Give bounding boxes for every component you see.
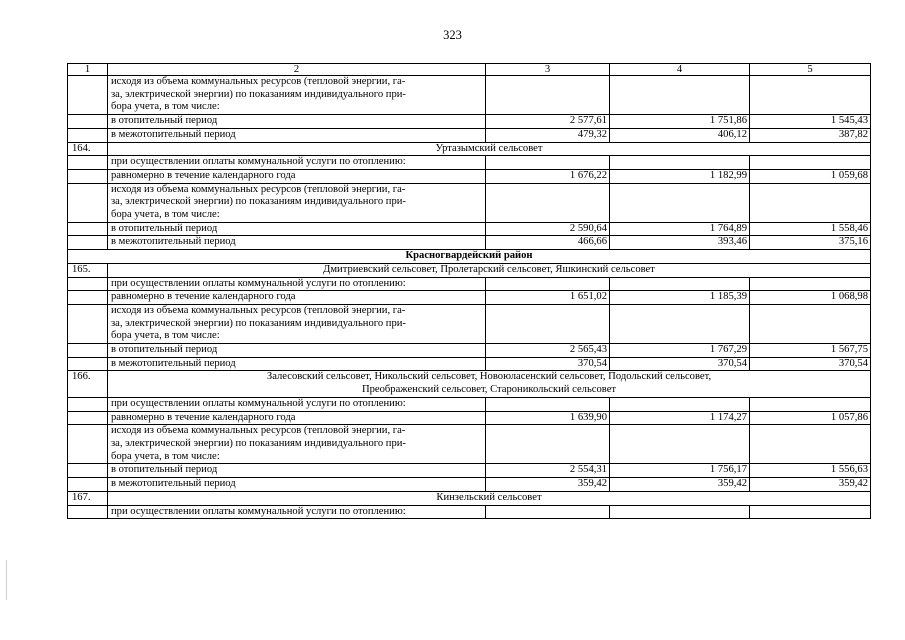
table-row xyxy=(68,277,871,291)
row-description-line: равномерно в течение календарного года xyxy=(111,411,296,423)
value-c5 xyxy=(750,425,871,464)
row-index xyxy=(68,115,108,129)
section-row xyxy=(68,371,871,397)
row-index xyxy=(68,397,108,411)
value-c3: 1 651,02 xyxy=(486,291,610,305)
value-c4 xyxy=(610,397,750,411)
value-c3 xyxy=(486,156,610,170)
value-c3: 1 676,22 xyxy=(486,169,610,183)
row-index xyxy=(68,128,108,142)
row-description xyxy=(108,128,486,142)
value-c4: 1 764,89 xyxy=(610,222,750,236)
value-c3 xyxy=(486,183,610,222)
row-description xyxy=(108,411,486,425)
row-index xyxy=(68,464,108,478)
value-c4: 1 767,29 xyxy=(610,344,750,358)
row-description-line: в межотопительный период xyxy=(111,236,236,248)
table-row xyxy=(68,76,871,115)
row-description xyxy=(108,425,486,464)
section-title xyxy=(108,371,871,397)
row-description-line: за, электрической энергии) по показаниям индивидуального при- xyxy=(111,437,406,449)
row-description xyxy=(108,344,486,358)
section-title-line: Дмитриевский сельсовет, Пролетарский сельсовет, Яшкинский сельсовет xyxy=(323,263,655,275)
value-c5: 1 068,98 xyxy=(750,291,871,305)
row-description-line: в межотопительный период xyxy=(111,478,236,490)
value-c4 xyxy=(610,76,750,115)
value-c5: 370,54 xyxy=(750,357,871,371)
section-title-line: Уртазымский сельсовет xyxy=(435,142,543,154)
row-description-line: за, электрической энергии) по показаниям индивидуального при- xyxy=(111,88,406,100)
table-row xyxy=(68,183,871,222)
value-c5 xyxy=(750,397,871,411)
tariff-table xyxy=(67,63,871,519)
row-description xyxy=(108,277,486,291)
row-description-line: при осуществлении оплаты коммунальной услуги по отоплению: xyxy=(111,277,406,289)
row-description-line: равномерно в течение календарного года xyxy=(111,169,296,181)
table-row xyxy=(68,291,871,305)
row-description-line: исходя из объема коммунальных ресурсов (тепловой энергии, га- xyxy=(111,76,406,87)
row-index xyxy=(68,156,108,170)
row-index xyxy=(68,76,108,115)
value-c5: 1 556,63 xyxy=(750,464,871,478)
value-c5: 387,82 xyxy=(750,128,871,142)
row-index xyxy=(68,425,108,464)
table-row xyxy=(68,128,871,142)
row-description-line: в отопительный период xyxy=(111,115,218,127)
value-c4: 359,42 xyxy=(610,478,750,492)
value-c4 xyxy=(610,277,750,291)
value-c3: 2 565,43 xyxy=(486,344,610,358)
section-title-line: Залесовский сельсовет, Никольский сельсовет, Новоюласенский сельсовет, Подольский сельсовет, xyxy=(266,371,712,383)
table-row xyxy=(68,115,871,129)
row-description xyxy=(108,505,486,519)
value-c5: 1 558,46 xyxy=(750,222,871,236)
column-header-1: 1 xyxy=(68,64,108,76)
column-header-3: 3 xyxy=(486,64,610,76)
value-c5: 359,42 xyxy=(750,478,871,492)
row-index xyxy=(68,291,108,305)
value-c5: 1 057,86 xyxy=(750,411,871,425)
row-description-line: при осуществлении оплаты коммунальной услуги по отоплению: xyxy=(111,505,406,517)
row-description-line: исходя из объема коммунальных ресурсов (тепловой энергии, га- xyxy=(111,425,406,437)
row-description xyxy=(108,156,486,170)
value-c4 xyxy=(610,183,750,222)
section-row xyxy=(68,263,871,277)
table-row xyxy=(68,411,871,425)
value-c4: 1 756,17 xyxy=(610,464,750,478)
value-c4: 1 174,27 xyxy=(610,411,750,425)
scan-edge-mark xyxy=(6,560,7,600)
table-body xyxy=(68,64,871,519)
value-c5 xyxy=(750,183,871,222)
table-row xyxy=(68,478,871,492)
row-index xyxy=(68,478,108,492)
table-row xyxy=(68,397,871,411)
row-index xyxy=(68,411,108,425)
row-description xyxy=(108,357,486,371)
row-description xyxy=(108,397,486,411)
row-index xyxy=(68,344,108,358)
row-description xyxy=(108,115,486,129)
table-row xyxy=(68,344,871,358)
table-row xyxy=(68,236,871,250)
value-c4: 1 185,39 xyxy=(610,291,750,305)
value-c3: 359,42 xyxy=(486,478,610,492)
value-c4: 370,54 xyxy=(610,357,750,371)
value-c3 xyxy=(486,76,610,115)
row-index xyxy=(68,357,108,371)
row-description xyxy=(108,169,486,183)
section-row xyxy=(68,491,871,505)
value-c5 xyxy=(750,277,871,291)
row-index: 166. xyxy=(68,371,108,397)
section-title xyxy=(108,142,871,156)
value-c5 xyxy=(750,304,871,343)
district-row xyxy=(68,250,871,264)
value-c5 xyxy=(750,76,871,115)
table-row xyxy=(68,304,871,343)
row-index: 167. xyxy=(68,491,108,505)
row-description-line: исходя из объема коммунальных ресурсов (тепловой энергии, га- xyxy=(111,183,406,195)
value-c3 xyxy=(486,425,610,464)
row-description-line: при осуществлении оплаты коммунальной услуги по отоплению: xyxy=(111,397,406,409)
row-description xyxy=(108,304,486,343)
section-row xyxy=(68,142,871,156)
row-description-line: исходя из объема коммунальных ресурсов (тепловой энергии, га- xyxy=(111,304,406,316)
section-title xyxy=(108,263,871,277)
row-index xyxy=(68,169,108,183)
value-c4 xyxy=(610,304,750,343)
value-c5: 1 567,75 xyxy=(750,344,871,358)
value-c4: 1 182,99 xyxy=(610,169,750,183)
section-title-line: Кинзельский сельсовет xyxy=(436,491,542,503)
value-c3: 370,54 xyxy=(486,357,610,371)
row-index xyxy=(68,277,108,291)
value-c4 xyxy=(610,505,750,519)
column-header-row xyxy=(68,64,871,76)
value-c3 xyxy=(486,505,610,519)
section-title xyxy=(108,491,871,505)
row-description-line: в межотопительный период xyxy=(111,128,236,140)
row-description-line: бора учета, в том числе: xyxy=(111,209,220,221)
row-description-line: в отопительный период xyxy=(111,222,218,234)
row-description-line: в отопительный период xyxy=(111,464,218,476)
table-row xyxy=(68,156,871,170)
row-description xyxy=(108,478,486,492)
value-c3: 479,32 xyxy=(486,128,610,142)
district-title-line: Красногвардейский район xyxy=(405,250,533,262)
row-index: 164. xyxy=(68,142,108,156)
row-description-line: бора учета, в том числе: xyxy=(111,450,220,462)
column-header-4: 4 xyxy=(610,64,750,76)
value-c3: 1 639,90 xyxy=(486,411,610,425)
value-c5 xyxy=(750,156,871,170)
table-row xyxy=(68,222,871,236)
value-c3 xyxy=(486,304,610,343)
row-description-line: за, электрической энергии) по показаниям индивидуального при- xyxy=(111,196,406,208)
value-c4: 1 751,86 xyxy=(610,115,750,129)
row-description-line: в межотопительный период xyxy=(111,357,236,369)
row-description-line: за, электрической энергии) по показаниям индивидуального при- xyxy=(111,317,406,329)
value-c3: 466,66 xyxy=(486,236,610,250)
row-description-line: равномерно в течение календарного года xyxy=(111,291,296,303)
district-title xyxy=(68,250,871,264)
row-description xyxy=(108,183,486,222)
value-c5: 1 059,68 xyxy=(750,169,871,183)
row-index xyxy=(68,304,108,343)
value-c3 xyxy=(486,397,610,411)
value-c4: 393,46 xyxy=(610,236,750,250)
section-title-line: Преображенский сельсовет, Староникольский сельсовет xyxy=(361,384,617,396)
row-index: 165. xyxy=(68,263,108,277)
row-description xyxy=(108,464,486,478)
row-description xyxy=(108,222,486,236)
row-description xyxy=(108,76,486,115)
row-description xyxy=(108,291,486,305)
value-c5: 1 545,43 xyxy=(750,115,871,129)
row-description-line: в отопительный период xyxy=(111,344,218,356)
row-index xyxy=(68,505,108,519)
value-c3: 2 577,61 xyxy=(486,115,610,129)
row-description-line: при осуществлении оплаты коммунальной услуги по отоплению: xyxy=(111,156,406,168)
table-row xyxy=(68,464,871,478)
row-description-line: бора учета, в том числе: xyxy=(111,330,220,342)
table-row xyxy=(68,425,871,464)
value-c5 xyxy=(750,505,871,519)
value-c3: 2 554,31 xyxy=(486,464,610,478)
column-header-2: 2 xyxy=(108,64,486,76)
table-row xyxy=(68,505,871,519)
value-c4: 406,12 xyxy=(610,128,750,142)
row-index xyxy=(68,222,108,236)
value-c5: 375,16 xyxy=(750,236,871,250)
table-row xyxy=(68,357,871,371)
value-c3: 2 590,64 xyxy=(486,222,610,236)
row-index xyxy=(68,236,108,250)
row-index xyxy=(68,183,108,222)
row-description xyxy=(108,236,486,250)
value-c4 xyxy=(610,425,750,464)
table-row xyxy=(68,169,871,183)
value-c3 xyxy=(486,277,610,291)
page-number: 323 xyxy=(443,28,462,42)
value-c4 xyxy=(610,156,750,170)
column-header-5: 5 xyxy=(750,64,871,76)
row-description-line: бора учета, в том числе: xyxy=(111,101,220,113)
